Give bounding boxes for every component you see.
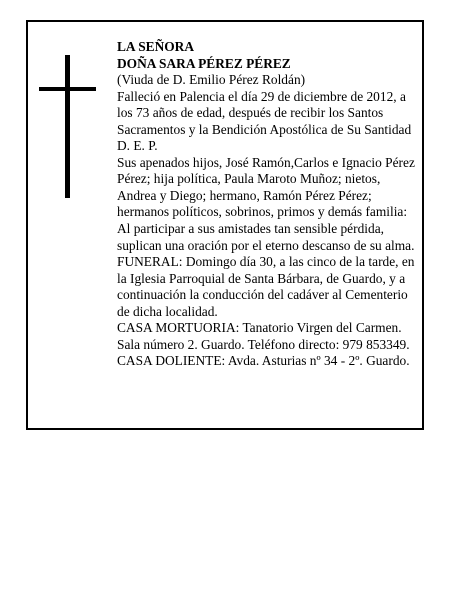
widow-line: (Viuda de D. Emilio Pérez Roldán) [117,72,306,88]
obituary-text [117,39,422,370]
request-paragraph: Al participar a sus amistades tan sensible pérdida, suplican una oración por el eterno descanso de su alma. [117,221,415,253]
mortuary-paragraph: CASA MORTUORIA: Tanatorio Virgen del Carmen. Sala número 2. Guardo. Teléfono directo: 979 853349. [117,320,410,352]
notice-title-line1: LA SEÑORA [117,39,195,54]
obituary-notice [26,20,424,430]
residence-paragraph: CASA DOLIENTE: Avda. Asturias nº 34 - 2º. Guardo. [117,353,410,369]
family-paragraph: Sus apenados hijos, José Ramón,Carlos e Ignacio Pérez Pérez; hija política, Paula Maroto Muñoz; nietos, Andrea y Diego; hermano, Ramón Pérez Pérez; hermanos políticos, sobrinos, primos y demás familia: [117,154,415,220]
funeral-paragraph: FUNERAL: Domingo día 30, a las cinco de la tarde, en la Iglesia Parroquial de Santa Bárbara, de Guardo, y a continuación la conducción del cadáver al Cementerio de dicha localidad. [117,254,415,319]
notice-title-line2: DOÑA SARA PÉREZ PÉREZ [117,55,291,71]
cross-vertical-bar [65,55,70,198]
cross-horizontal-bar [39,87,96,91]
death-paragraph: Falleció en Palencia el día 29 de diciembre de 2012, a los 73 años de edad, después de recibir los Santos Sacramentos y la Bendición Apostólica de Su Santidad D. E. P. [117,88,412,154]
